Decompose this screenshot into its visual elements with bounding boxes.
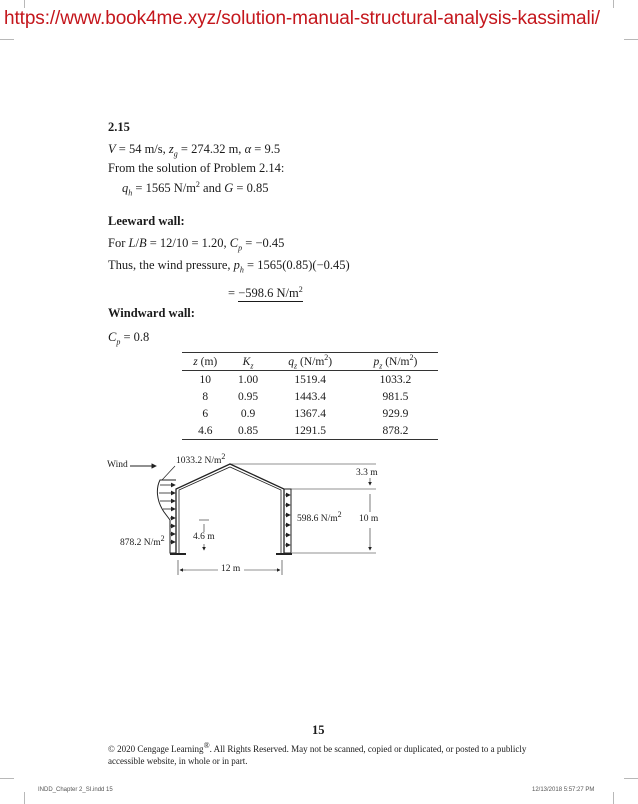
- lb-ratio: 12/10 = 1.20,: [159, 236, 227, 250]
- table-cell: 1.00: [238, 373, 259, 386]
- table-cell: 1519.4: [294, 373, 326, 386]
- leeward-heading: Leeward wall:: [108, 214, 185, 228]
- table-cell: 0.95: [238, 390, 259, 403]
- bottom-pressure-label: 878.2 $N/m^2$: [120, 533, 165, 548]
- wall-height-label: 10 m: [359, 514, 379, 524]
- and-word: and: [203, 181, 222, 195]
- wind-label: Wind: [107, 460, 128, 470]
- leeward-cp-value: −0.45: [255, 236, 285, 250]
- low-height-label: 4.6 m: [193, 532, 215, 542]
- width-label: 12 m: [221, 564, 241, 574]
- table-cell: 878.2: [382, 424, 409, 437]
- table-cell: 929.9: [382, 407, 409, 420]
- given-zg: 274.32 m,: [191, 142, 242, 156]
- g-value: 0.85: [246, 181, 269, 195]
- given-v: 54 m/s,: [128, 142, 166, 156]
- leeward-result-line: = −598.6 $N/m^2$: [228, 284, 303, 300]
- page-number: 15: [312, 723, 325, 737]
- table-cell: 0.85: [238, 424, 259, 437]
- table-cell: 8: [202, 390, 209, 403]
- problem-number: 2.15: [108, 120, 130, 134]
- top-pressure-label: 1033.2 $N/m^2$: [176, 451, 226, 466]
- col-header-z: z (m): [193, 355, 218, 368]
- windward-heading: Windward wall:: [108, 306, 195, 320]
- table-cell: 4.6: [198, 424, 213, 437]
- leeward-pressure-profile: [284, 489, 291, 553]
- col-header-pz: $p_z$ $(N/m^2)$: [373, 352, 418, 370]
- table-cell: 10: [199, 373, 212, 386]
- windward-cp-value: 0.8: [133, 330, 150, 344]
- given-line: V = 54 m/s, $z_g = 274.32$ m, α = 9.5: [108, 142, 281, 159]
- given-alpha: 9.5: [264, 142, 281, 156]
- leeward-cp-line: For L/B = 12/10 = 1.20, $C_p = -0.45$: [108, 236, 285, 253]
- file-timestamp: 12/13/2018 5:57:27 PM: [532, 787, 595, 793]
- windward-cp-line: $C_p = 0.8$: [108, 330, 150, 347]
- thus-text: Thus, the wind pressure,: [108, 258, 231, 272]
- table-cell: 981.5: [382, 390, 409, 403]
- table-cell: 1367.4: [294, 407, 326, 420]
- file-slug: INDD_Chapter 2_SI.indd 15: [38, 787, 113, 793]
- qh-value: 1565 N/m: [145, 181, 196, 195]
- col-header-kz: $K_z$: [242, 355, 254, 370]
- col-header-qz: $q_z$ $(N/m^2)$: [288, 352, 333, 370]
- table-cell: 1291.5: [294, 424, 326, 437]
- leeward-pressure-label: 598.6 $N/m^2$: [297, 509, 342, 524]
- table-cell: 0.9: [240, 407, 256, 420]
- ph-expression: 1565(0.85)(−0.45): [257, 258, 350, 272]
- header-url-link[interactable]: https://www.book4me.xyz/solution-manual-structural-analysis-kassimali/: [4, 8, 600, 29]
- table-cell: 6: [202, 407, 209, 420]
- leeward-result: −598.6 $N/m^2$: [238, 284, 303, 300]
- copyright-notice: © 2020 Cengage Learning®. All Rights Reserved. May not be scanned, copied or duplicated, or posted to a publicly accessible website, in whole or in part.: [108, 741, 527, 766]
- qh-line: $q_h = 1565$ $N/m^2$ and G = 0.85: [122, 179, 269, 198]
- table-cell: 1033.2: [379, 373, 412, 386]
- table-cell: 1443.4: [294, 390, 326, 403]
- from-solution-text: From the solution of Problem 2.14:: [108, 161, 285, 175]
- wind-pressure-line: Thus, the wind pressure, $p_h = 1565(0.85)(-0.45)$: [108, 258, 350, 275]
- roof-height-label: 3.3 m: [356, 468, 378, 478]
